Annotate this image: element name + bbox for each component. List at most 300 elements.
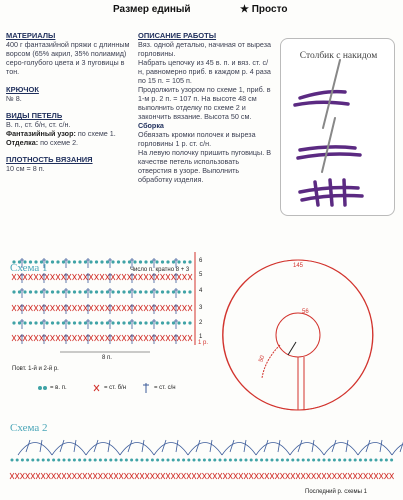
chain-stitch bbox=[73, 459, 76, 462]
chain-stitch bbox=[34, 290, 37, 293]
chain-stitch bbox=[182, 459, 185, 462]
sc-stitch bbox=[95, 305, 99, 311]
chain-stitch bbox=[16, 459, 19, 462]
sc-stitch bbox=[312, 473, 316, 479]
sc-stitch bbox=[117, 305, 121, 311]
chain-stitch bbox=[146, 459, 149, 462]
sc-stitch bbox=[78, 305, 82, 311]
chain-stitch bbox=[208, 459, 211, 462]
chain-stitch bbox=[245, 459, 248, 462]
chain-stitch bbox=[302, 459, 305, 462]
sc-stitch bbox=[119, 473, 123, 479]
arch bbox=[120, 443, 154, 456]
sc-stitch bbox=[187, 473, 191, 479]
width-label: 8 п. bbox=[102, 355, 112, 361]
chain-stitch bbox=[333, 459, 336, 462]
chain-stitch bbox=[385, 459, 388, 462]
sc-stitch bbox=[29, 305, 33, 311]
sc-stitch bbox=[51, 335, 55, 341]
arch bbox=[358, 443, 392, 456]
chain-stitch bbox=[177, 459, 180, 462]
sc-stitch bbox=[322, 473, 326, 479]
sc-stitch bbox=[122, 305, 126, 311]
chain-stitch bbox=[67, 260, 70, 263]
chain-stitch bbox=[150, 290, 153, 293]
arch bbox=[52, 443, 86, 456]
sc-stitch bbox=[117, 335, 121, 341]
chain-stitch bbox=[151, 459, 154, 462]
chain-stitch bbox=[144, 260, 147, 263]
sc-stitch bbox=[51, 305, 55, 311]
sc-stitch bbox=[20, 473, 24, 479]
chain-stitch bbox=[144, 290, 147, 293]
sc-stitch bbox=[183, 274, 187, 280]
chain-stitch bbox=[57, 459, 60, 462]
sc-stitch bbox=[100, 335, 104, 341]
chain-stitch bbox=[106, 260, 109, 263]
assembly-heading: Сборка bbox=[138, 121, 164, 130]
chain-stitch bbox=[100, 321, 103, 324]
chain-stitch bbox=[73, 290, 76, 293]
sc-stitch bbox=[265, 473, 269, 479]
sc-stitch bbox=[139, 274, 143, 280]
chain-stitch bbox=[100, 290, 103, 293]
sc-stitch bbox=[145, 473, 149, 479]
chain-stitch bbox=[291, 459, 294, 462]
sc-stitch bbox=[374, 473, 378, 479]
side-measure: 50 bbox=[258, 354, 267, 364]
arch bbox=[256, 443, 290, 456]
chain-stitch bbox=[312, 459, 315, 462]
chain-stitch bbox=[78, 290, 81, 293]
scheme1-repeat-note: Число п. кратно 8 + 3 bbox=[130, 267, 190, 273]
fantasy-pattern-label: Фантазийный узор: bbox=[6, 129, 76, 138]
sc-stitch bbox=[161, 274, 165, 280]
sc-stitch bbox=[10, 473, 14, 479]
sc-stitch bbox=[384, 473, 388, 479]
description-p5: На левую полочку пришить пуговицы. В качестве петель использовать отверстия в узоре. Выполнить обработку изделия. bbox=[138, 148, 271, 184]
chain-stitch bbox=[135, 459, 138, 462]
sc-stitch bbox=[286, 473, 290, 479]
sc-stitch bbox=[202, 473, 206, 479]
chain-stitch bbox=[95, 321, 98, 324]
dc-stitch bbox=[128, 440, 144, 452]
chain-stitch bbox=[51, 260, 54, 263]
chain-stitch bbox=[73, 260, 76, 263]
sc-stitch bbox=[270, 473, 274, 479]
row-3: 3 bbox=[199, 305, 203, 311]
sc-stitch bbox=[161, 473, 165, 479]
materials-heading: МАТЕРИАЛЫ bbox=[6, 31, 56, 40]
chain-stitch bbox=[229, 459, 232, 462]
chain-stitch bbox=[62, 260, 65, 263]
chain-stitch bbox=[29, 290, 32, 293]
chain-stitch bbox=[224, 459, 227, 462]
chain-stitch bbox=[106, 321, 109, 324]
sc-stitch bbox=[369, 473, 373, 479]
sc-stitch bbox=[327, 473, 331, 479]
sc-stitch bbox=[88, 473, 92, 479]
sc-stitch bbox=[98, 473, 102, 479]
chain-stitch bbox=[155, 260, 158, 263]
chain-stitch bbox=[56, 260, 59, 263]
sc-stitch bbox=[306, 473, 310, 479]
chain-stitch bbox=[369, 459, 372, 462]
chain-stitch bbox=[167, 459, 170, 462]
chain-stitch bbox=[380, 459, 383, 462]
sc-stitch bbox=[208, 473, 212, 479]
sc-stitch bbox=[291, 473, 295, 479]
sc-stitch bbox=[183, 305, 187, 311]
sc-stitch bbox=[390, 473, 394, 479]
arch bbox=[86, 443, 120, 456]
arch bbox=[290, 443, 324, 456]
chain-stitch bbox=[323, 459, 326, 462]
chain-stitch bbox=[276, 459, 279, 462]
sc-stitch bbox=[353, 473, 357, 479]
chain-stitch bbox=[265, 459, 268, 462]
last-row-label: Последний р. схемы 1 bbox=[305, 489, 367, 495]
chain-stitch bbox=[155, 290, 158, 293]
chain-stitch bbox=[117, 321, 120, 324]
chain-stitch bbox=[95, 290, 98, 293]
dc-stitch bbox=[230, 440, 246, 452]
sc-stitch bbox=[95, 335, 99, 341]
chain-stitch bbox=[297, 459, 300, 462]
chain-stitch bbox=[338, 459, 341, 462]
chain-stitch bbox=[166, 260, 169, 263]
chain-stitch bbox=[187, 459, 190, 462]
chain-stitch bbox=[156, 459, 159, 462]
chain-stitch bbox=[84, 290, 87, 293]
chain-stitch bbox=[11, 459, 14, 462]
chain-stitch bbox=[67, 321, 70, 324]
sc-stitch bbox=[104, 473, 108, 479]
chain-stitch bbox=[89, 260, 92, 263]
sc-stitch bbox=[228, 473, 232, 479]
chain-stitch bbox=[375, 459, 378, 462]
sc-stitch bbox=[57, 473, 61, 479]
sc-stitch bbox=[144, 274, 148, 280]
edging-label: Отделка: bbox=[6, 138, 39, 147]
chain-stitch bbox=[62, 321, 65, 324]
sc-stitch bbox=[140, 473, 144, 479]
chain-stitch bbox=[139, 260, 142, 263]
chain-stitch bbox=[390, 459, 393, 462]
sc-stitch bbox=[100, 305, 104, 311]
chain-stitch bbox=[166, 321, 169, 324]
description-heading: ОПИСАНИЕ РАБОТЫ bbox=[138, 31, 217, 40]
chain-stitch bbox=[177, 321, 180, 324]
chain-stitch bbox=[21, 459, 24, 462]
row-2: 2 bbox=[199, 320, 203, 326]
scheme1-title: Схема 1 bbox=[10, 262, 48, 274]
density-heading: ПЛОТНОСТЬ ВЯЗАНИЯ bbox=[6, 155, 93, 164]
description-p4: Обвязать кромки полочек и выреза горловины 1 р. ст. с/н. bbox=[138, 130, 256, 148]
chain-stitch bbox=[144, 321, 147, 324]
chain-stitch bbox=[354, 459, 357, 462]
chain-stitch bbox=[133, 290, 136, 293]
chain-stitch bbox=[104, 459, 107, 462]
dc-stitch bbox=[298, 440, 314, 452]
sc-stitch bbox=[36, 473, 40, 479]
sc-stitch bbox=[72, 473, 76, 479]
chain-stitch bbox=[234, 459, 237, 462]
chain-stitch bbox=[177, 260, 180, 263]
chain-stitch bbox=[26, 459, 29, 462]
sc-stitch bbox=[100, 274, 104, 280]
sc-stitch bbox=[188, 335, 192, 341]
chain-stitch bbox=[117, 290, 120, 293]
chain-stitch bbox=[122, 260, 125, 263]
sc-stitch bbox=[122, 274, 126, 280]
sc-stitch bbox=[343, 473, 347, 479]
sc-stitch bbox=[166, 473, 170, 479]
sc-stitch bbox=[114, 473, 118, 479]
dc-stitch bbox=[162, 440, 178, 452]
inset-title: Столбик с накидом bbox=[299, 51, 378, 61]
chain-stitch bbox=[40, 321, 43, 324]
row-1: 1 bbox=[199, 334, 203, 340]
chain-stitch bbox=[255, 459, 258, 462]
row-6: 6 bbox=[199, 258, 203, 264]
sc-stitch bbox=[254, 473, 258, 479]
chain-stitch bbox=[18, 290, 21, 293]
sc-stitch bbox=[218, 473, 222, 479]
sc-stitch bbox=[34, 305, 38, 311]
chain-stitch bbox=[141, 459, 144, 462]
chain-stitch bbox=[84, 260, 87, 263]
sc-stitch bbox=[93, 473, 97, 479]
chain-stitch bbox=[161, 459, 164, 462]
chain-stitch bbox=[37, 459, 40, 462]
arch bbox=[324, 443, 358, 456]
chain-stitch bbox=[45, 321, 48, 324]
chain-stitch bbox=[111, 290, 114, 293]
difficulty-label: ★ Просто bbox=[240, 4, 288, 15]
chain-stitch bbox=[115, 459, 118, 462]
density-text: 10 см = 8 п. bbox=[6, 164, 45, 173]
sc-stitch bbox=[67, 473, 71, 479]
chain-stitch bbox=[239, 459, 242, 462]
chain-stitch bbox=[193, 459, 196, 462]
sc-stitch bbox=[117, 274, 121, 280]
chain-stitch bbox=[73, 321, 76, 324]
scheme2-chart bbox=[10, 440, 403, 479]
sc-stitch bbox=[12, 335, 16, 341]
chain-stitch bbox=[122, 290, 125, 293]
sc-stitch bbox=[109, 473, 113, 479]
sc-stitch bbox=[29, 274, 33, 280]
chain-stitch bbox=[31, 459, 34, 462]
sc-stitch bbox=[73, 305, 77, 311]
sc-stitch bbox=[275, 473, 279, 479]
sc-stitch bbox=[78, 335, 82, 341]
chain-stitch bbox=[183, 290, 186, 293]
sc-stitch bbox=[73, 335, 77, 341]
arch bbox=[18, 443, 52, 456]
arch bbox=[154, 443, 188, 456]
chain-stitch bbox=[84, 321, 87, 324]
sc-stitch bbox=[166, 305, 170, 311]
sc-stitch bbox=[41, 473, 45, 479]
sc-stitch bbox=[56, 274, 60, 280]
sc-stitch bbox=[144, 305, 148, 311]
chain-stitch bbox=[117, 260, 120, 263]
stitches-line2: Фантазийный узор: по схеме 1. bbox=[6, 129, 116, 138]
sc-stitch bbox=[197, 473, 201, 479]
chain-stitch bbox=[359, 459, 362, 462]
sc-stitch bbox=[358, 473, 362, 479]
chain-stitch bbox=[52, 459, 55, 462]
row-marker: 1 р. bbox=[198, 340, 209, 346]
chain-stitch bbox=[343, 459, 346, 462]
row-4: 4 bbox=[199, 288, 203, 294]
dc-stitch bbox=[60, 440, 76, 452]
yarn-illustration bbox=[295, 60, 362, 205]
stitches-heading: ВИДЫ ПЕТЕЛЬ bbox=[6, 111, 63, 120]
sc-stitch bbox=[166, 274, 170, 280]
dc-stitch bbox=[332, 440, 348, 452]
chain-stitch bbox=[128, 321, 131, 324]
row-5: 5 bbox=[199, 272, 203, 278]
chain-stitch bbox=[161, 260, 164, 263]
sc-stitch bbox=[188, 274, 192, 280]
chain-stitch bbox=[29, 321, 32, 324]
sc-stitch bbox=[12, 305, 16, 311]
chain-stitch bbox=[328, 459, 331, 462]
chain-stitch bbox=[128, 260, 131, 263]
sc-stitch bbox=[338, 473, 342, 479]
chain-stitch bbox=[95, 260, 98, 263]
chain-stitch bbox=[109, 459, 112, 462]
chain-stitch bbox=[23, 290, 26, 293]
chain-stitch bbox=[63, 459, 66, 462]
arch bbox=[188, 443, 222, 456]
sc-stitch bbox=[73, 274, 77, 280]
sc-stitch bbox=[31, 473, 35, 479]
sc-stitch bbox=[52, 473, 56, 479]
sc-stitch bbox=[379, 473, 383, 479]
chain-stitch bbox=[68, 459, 71, 462]
chain-stitch bbox=[172, 321, 175, 324]
stitches-line1: В. п., ст. б/н, ст. с/н. bbox=[6, 120, 71, 129]
sc-stitch bbox=[260, 473, 264, 479]
chain-stitch bbox=[40, 290, 43, 293]
chain-stitch bbox=[203, 459, 206, 462]
cape-diagram bbox=[223, 260, 374, 410]
chain-stitch bbox=[122, 321, 125, 324]
chain-stitch bbox=[67, 290, 70, 293]
chain-stitch bbox=[271, 459, 274, 462]
sc-stitch bbox=[176, 473, 180, 479]
sc-stitch bbox=[51, 274, 55, 280]
chain-stitch bbox=[307, 459, 310, 462]
chain-stitch bbox=[51, 290, 54, 293]
sc-stitch bbox=[244, 473, 248, 479]
sc-stitch bbox=[171, 473, 175, 479]
chain-stitch bbox=[133, 321, 136, 324]
chain-stitch bbox=[183, 321, 186, 324]
chain-stitch bbox=[250, 459, 253, 462]
chain-stitch bbox=[150, 321, 153, 324]
sc-stitch bbox=[364, 473, 368, 479]
sc-stitch bbox=[62, 473, 66, 479]
chain-stitch bbox=[62, 290, 65, 293]
chain-stitch bbox=[177, 290, 180, 293]
legend-chain: = в. п. bbox=[50, 385, 67, 391]
chain-stitch bbox=[34, 321, 37, 324]
sc-stitch bbox=[234, 473, 238, 479]
sc-stitch bbox=[46, 473, 50, 479]
chain-stitch bbox=[161, 290, 164, 293]
chain-stitch bbox=[89, 290, 92, 293]
sc-stitch bbox=[124, 473, 128, 479]
chain-stitch bbox=[198, 459, 201, 462]
chain-stitch bbox=[125, 459, 128, 462]
dc-stitch bbox=[196, 440, 212, 452]
chain-stitch bbox=[23, 321, 26, 324]
chain-stitch bbox=[150, 260, 153, 263]
chain-stitch bbox=[94, 459, 97, 462]
sc-stitch bbox=[161, 305, 165, 311]
chain-stitch bbox=[78, 459, 81, 462]
chain-stitch bbox=[99, 459, 102, 462]
chain-stitch bbox=[188, 260, 191, 263]
sc-stitch bbox=[188, 305, 192, 311]
chain-stitch bbox=[56, 321, 59, 324]
sc-stitch bbox=[122, 335, 126, 341]
sc-stitch bbox=[332, 473, 336, 479]
sc-stitch bbox=[34, 335, 38, 341]
sc-stitch bbox=[95, 274, 99, 280]
sc-stitch bbox=[223, 473, 227, 479]
outer-measure: 145 bbox=[293, 263, 304, 269]
chain-stitch bbox=[172, 290, 175, 293]
chain-stitch bbox=[111, 321, 114, 324]
sc-stitch bbox=[192, 473, 196, 479]
sc-stitch bbox=[156, 473, 160, 479]
dc-stitch bbox=[94, 440, 110, 452]
inner-measure: 56 bbox=[302, 309, 309, 315]
sc-stitch bbox=[15, 473, 19, 479]
chain-stitch bbox=[12, 290, 15, 293]
chain-stitch bbox=[18, 321, 21, 324]
sc-stitch bbox=[301, 473, 305, 479]
dc-stitch bbox=[264, 440, 280, 452]
legend-sc: = ст. б/н bbox=[104, 385, 127, 391]
chain-stitch bbox=[260, 459, 263, 462]
sc-stitch bbox=[280, 473, 284, 479]
chain-stitch bbox=[317, 459, 320, 462]
chain-stitch bbox=[155, 321, 158, 324]
sc-stitch bbox=[249, 473, 253, 479]
description-p2: Набрать цепочку из 45 в. п. и вяз. ст. с/н, равномерно приб. в каждом р. 4 раза по 15 п. = 105 п. bbox=[138, 58, 271, 85]
sc-stitch bbox=[239, 473, 243, 479]
hook-heading: КРЮЧОК bbox=[6, 85, 39, 94]
size-label: Размер единый bbox=[113, 4, 191, 15]
chain-stitch bbox=[166, 290, 169, 293]
sc-stitch bbox=[139, 305, 143, 311]
sc-stitch bbox=[56, 335, 60, 341]
chain-stitch bbox=[183, 260, 186, 263]
chain-stitch bbox=[281, 459, 284, 462]
sc-stitch bbox=[78, 274, 82, 280]
chain-stitch bbox=[78, 321, 81, 324]
arch bbox=[222, 443, 256, 456]
sc-stitch bbox=[182, 473, 186, 479]
sc-stitch bbox=[83, 473, 87, 479]
